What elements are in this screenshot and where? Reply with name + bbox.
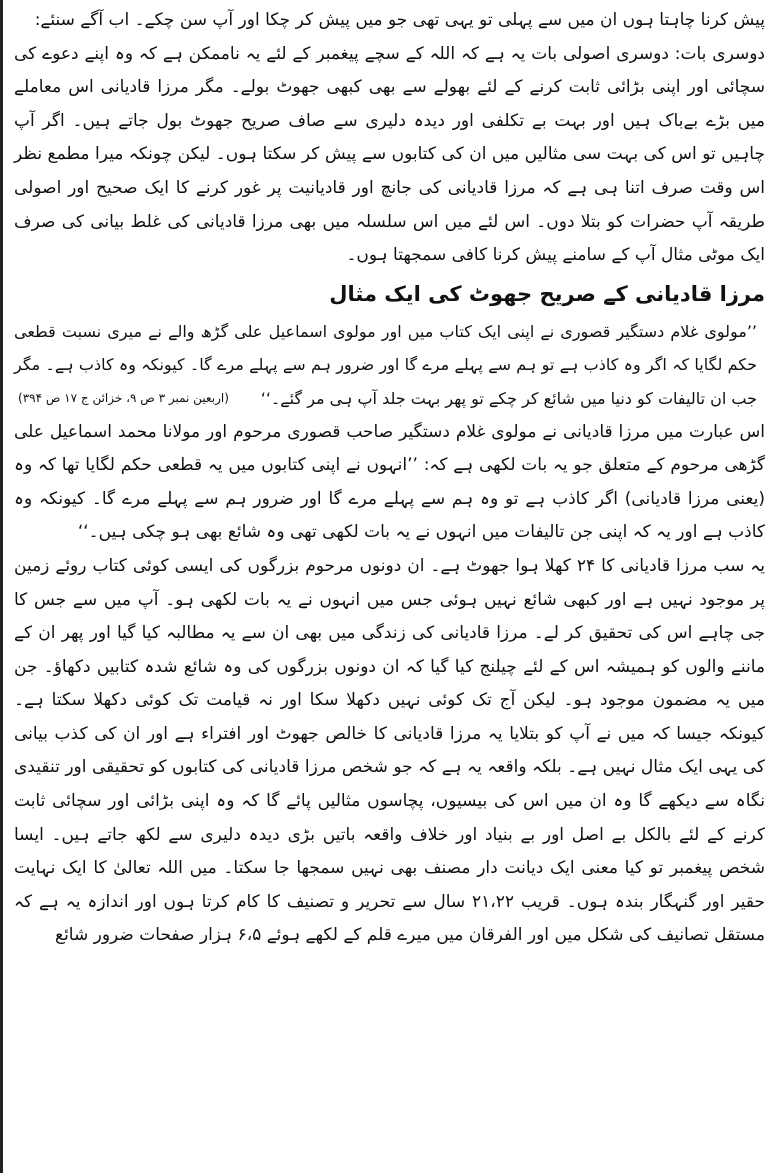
paragraph-refutation: یہ سب مرزا قادیانی کا ۲۴ کھلا ہوا جھوٹ ہے۔ ان دونوں مرحوم بزرگوں کی ایسی کوئی کتاب روئے زمین پر موجود نہیں ہے اور کبھی شائع نہیں ہوئی جس میں انہوں نے یہ بات لکھی ہو۔ آپ میں سے جس کا جی چاہے اس کی تحقیق کر لے۔ مرزا قادیانی کی زندگی میں بھی ان سے یہ مطالبہ کیا گیا اور پھر ان کے ماننے والوں کو ہمیشہ اس کے لئے چیلنج کیا گیا کہ ان دونوں بزرگوں کی وہ شائع شدہ کتابیں دکھاؤ۔ جن میں یہ مضمون موجود ہو۔ لیکن آج تک کوئی نہیں دکھلا سکا اور نہ قیامت تک کوئی دکھلا سکتا ہے۔ کیونکہ جیسا کہ میں نے آپ کو بتلایا یہ مرزا قادیانی کا خالص جھوٹ اور افتراء ہے اور ان کی کذب بیانی کی یہی ایک مثال نہیں ہے۔ بلکہ واقعہ یہ ہے کہ جو شخص مرزا قادیانی کی کتابوں کو تحقیقی اور تنقیدی نگاہ سے دیکھے گا وہ ان میں اس کی بیسیوں، پچاسوں مثالیں پائے گا کہ وہ اپنی بڑائی اور سچائی ثابت کرنے کے لئے بالکل بے اصل اور بے بنیاد اور خلاف واقعہ باتیں بڑی دیدہ دلیری سے لکھ جاتے ہیں۔ ایسا شخص پیغمبر تو کیا معنی ایک دیانت دار مصنف بھی نہیں سمجھا جا سکتا۔ میں اللہ تعالیٰ کا ایک نہایت حقیر اور گنہگار بندہ ہوں۔ قریب ۲۱،۲۲ سال سے تحریر و تصنیف کا کام کرتا ہوں اور اندازہ یہ ہے کہ مستقل تصانیف کی شکل میں اور الفرقان میں میرے قلم کے لکھے ہوئے ۶،۵ ہزار صفحات ضرور شائع (14, 555, 765, 946)
quote-citation: (اربعین نمبر ۳ ص ۹، خزائن ج ۱۷ ص ۳۹۴) (18, 390, 229, 405)
left-margin-rule (0, 0, 3, 1173)
section-heading: مرزا قادیانی کے صریح جھوٹ کی ایک مثال (329, 281, 765, 306)
intro-line: پیش کرنا چاہتا ہوں ان میں سے پہلی تو یہی تھی جو میں پیش کر چکا اور آپ سن چکے۔ اب آگے سنئے: (34, 10, 765, 30)
paragraph-second-point: دوسری بات: دوسری اصولی بات یہ ہے کہ اللہ کے سچے پیغمبر کے لئے یہ ناممکن ہے کہ وہ اپنے دعوے کی سچائی اور اپنی بڑائی ثابت کرنے کے لئے بھولے سے بھی کبھی جھوٹ بولے۔ مگر مرزا قادیانی اس معاملے میں بڑے بےباک ہیں اور بہت بے تکلفی اور دیدہ دلیری سے صاف صریح جھوٹ بول جاتے ہیں۔ اگر آپ چاہیں تو اس کی بہت سی مثالیں میں ان کی کتابوں سے پیش کر سکتا ہوں۔ لیکن چونکہ میرا مطمع نظر اس وقت صرف اتنا ہی ہے کہ مرزا قادیانی کی جانچ اور قادیانیت پر غور کرنے کا ایک صحیح اور اصولی طریقہ آپ حضرات کو بتلا دوں۔ اس لئے میں اس سلسلہ میں بھی مرزا قادیانی کی غلط بیانی کی صرف ایک موٹی مثال آپ کے سامنے پیش کرنا کافی سمجھتا ہوں۔ (14, 43, 765, 266)
block-quote (14, 315, 765, 416)
quote-text: ’’مولوی غلام دستگیر قصوری نے اپنی ایک کتاب میں اور مولوی اسماعیل علی گڑھ والے نے میری نسبت قطعی حکم لگایا کہ اگر وہ کاذب ہے تو ہم سے پہلے مرے گا اور ضرور ہم سے پہلے مرے گا۔ کیونکہ وہ کاذب ہے۔ مگر جب ان تالیفات کو دنیا میں شائع کر چکے تو پھر بہت جلد آپ ہی مر گئے۔‘‘ (14, 321, 757, 408)
paragraph-analysis: اس عبارت میں مرزا قادیانی نے مولوی غلام دستگیر صاحب قصوری مرحوم اور مولانا محمد اسماعیل علی گڑھی مرحوم کے متعلق جو یہ بات لکھی ہے کہ: ’’انہوں نے اپنی کتابوں میں یہ قطعی حکم لگایا تھا کہ وہ (یعنی مرزا قادیانی) اگر کاذب ہے تو وہ ہم سے پہلے مرے گا اور ضرور ہم سے پہلے مرے گا۔ کیونکہ وہ کاذب ہے اور یہ کہ اپنی جن تالیفات میں انہوں نے یہ بات لکھی تھی وہ شائع بھی ہو چکی ہیں۔‘‘ (14, 421, 765, 543)
